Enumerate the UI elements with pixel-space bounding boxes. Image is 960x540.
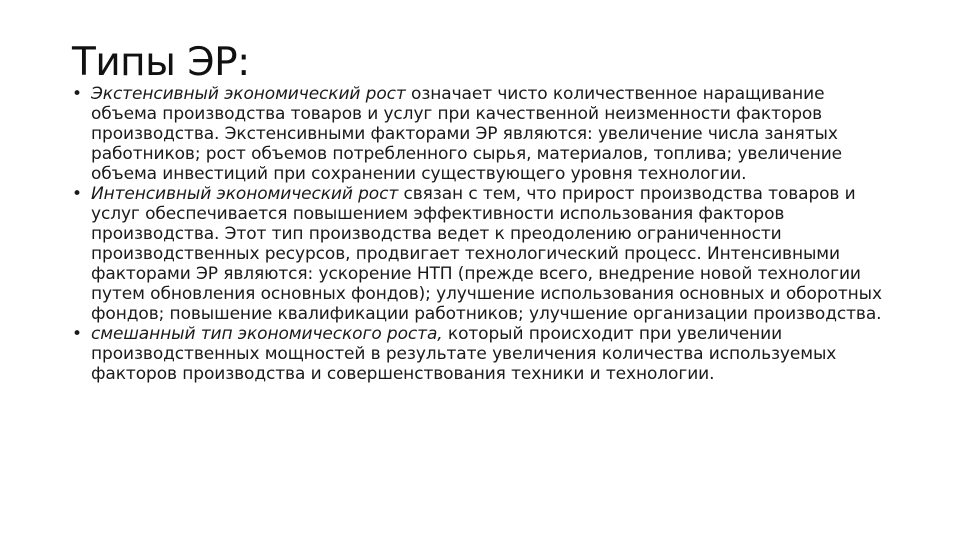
bullet-item-intensive [72, 184, 892, 324]
bullet-item-mixed [72, 324, 892, 384]
bullet-icon: • [72, 324, 82, 344]
term-intensive: Интенсивный экономический рост [91, 184, 399, 204]
text-extensive: означает чисто количественное наращивание объема производства товаров и услуг при качественной неизменности факторов производства. Экстенсивными факторами ЭР являются: увеличение числа занятых работников; рост объемов потребленного сырья, материалов, топлива; увеличение объема инвестиций при сохранении существующего уровня технологии. [91, 84, 843, 184]
slide-title: Типы ЭР: [72, 40, 250, 85]
bullet-item-extensive [72, 84, 892, 184]
term-mixed: смешанный тип экономического роста, [91, 324, 443, 344]
text-mixed: который происходит при увеличении производственных мощностей в результате увеличения количества используемых факторов производства и совершенствования техники и технологии. [91, 324, 837, 384]
bullet-list [72, 84, 892, 384]
term-extensive: Экстенсивный экономический рост [91, 84, 406, 104]
text-intensive: связан с тем, что прирост производства товаров и услуг обеспечивается повышением эффективности использования факторов производства. Этот тип производства ведет к преодолению ограниченности производственных ресурсов, продвигает технологический процесс. Интенсивными факторами ЭР являются: ускорение НТП (прежде всего, внедрение новой технологии путем обновления основных фондов); улучшение использования основных и оборотных фондов; повышение квалификации работников; улучшение организации производства. [91, 184, 882, 324]
bullet-icon: • [72, 84, 82, 104]
bullet-icon: • [72, 184, 82, 204]
